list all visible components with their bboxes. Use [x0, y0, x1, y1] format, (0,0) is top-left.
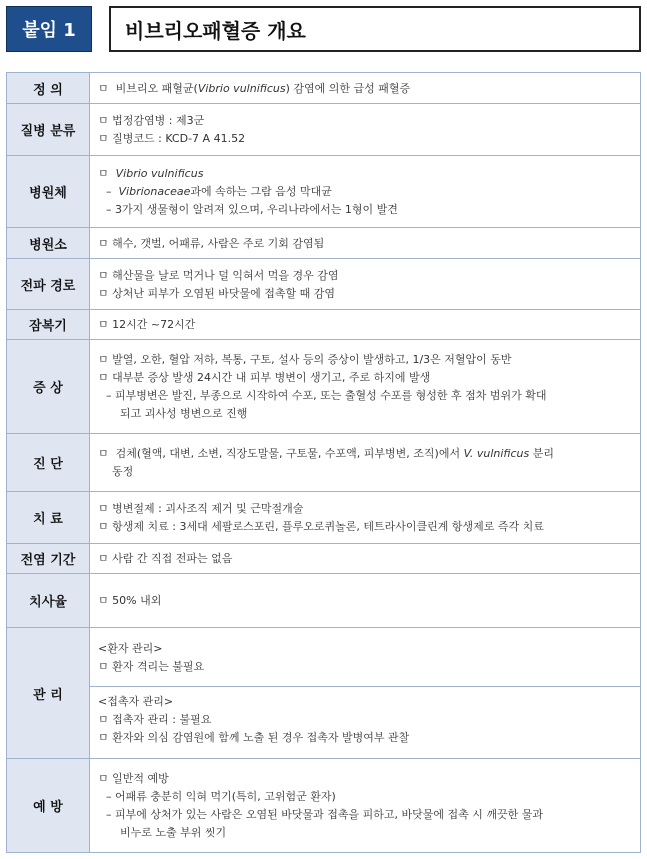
definition-line: ㅁ 비브리오 패혈균(Vibrio vulnificus) 감염에 의한 급성 패혈증: [98, 81, 411, 95]
treatment-line-2: ㅁ 항생제 치료 : 3세대 세팔로스포린, 플루오로퀴놀론, 테트라사이클린계 항생제로 즉각 치료: [98, 520, 544, 533]
classification-line-1: ㅁ 법정감염병 : 제3군: [98, 114, 205, 127]
row-label: 병원소: [7, 228, 90, 259]
pathogen-line-3: – 3가지 생물형이 알려져 있으며, 우리나라에서는 1형이 발견: [106, 203, 398, 216]
transmission-line-1: ㅁ 해산물을 날로 먹거나 덜 익혀서 먹을 경우 감염: [98, 268, 339, 282]
attachment-badge: 붙임 1: [6, 6, 92, 52]
row-label: 치사율: [7, 574, 90, 628]
row-content: [90, 104, 641, 156]
table-row: [7, 434, 641, 492]
table-row: [7, 574, 641, 628]
reservoir-line: ㅁ 해수, 갯벌, 어패류, 사람은 주로 기회 감염됨: [98, 236, 325, 250]
treatment-line-1: ㅁ 병변절제 : 괴사조직 제거 및 근막절개술: [98, 502, 304, 515]
classification-line-2: ㅁ 질병코드 : KCD-7 A 41.52: [98, 132, 246, 145]
page-header: [6, 6, 641, 52]
row-label: 잠복기: [7, 310, 90, 340]
row-label: 병원체: [7, 156, 90, 228]
row-label: 관 리: [7, 628, 90, 759]
symptoms-line-4: 되고 괴사성 병변으로 진행: [120, 407, 248, 420]
table-row: [7, 310, 641, 340]
incubation-line: ㅁ 12시간 ~72시간: [98, 318, 196, 331]
table-row: [7, 259, 641, 310]
row-label: 전염 기간: [7, 544, 90, 574]
row-content: [90, 574, 641, 628]
row-label: 치 료: [7, 492, 90, 544]
table-row: [7, 544, 641, 574]
fatality-line: ㅁ 50% 내외: [98, 594, 162, 607]
prevention-line-1: ㅁ 일반적 예방: [98, 772, 169, 785]
row-content: [90, 228, 641, 259]
row-label: 증 상: [7, 340, 90, 434]
row-content: [90, 434, 641, 492]
row-label: 전파 경로: [7, 259, 90, 310]
prevention-line-3: – 피부에 상처가 있는 사람은 오염된 바닷물과 접촉을 피하고, 바닷물에 접촉 시 깨끗한 물과: [106, 808, 543, 821]
patient-management: [98, 636, 632, 686]
contact-management-heading: <접촉자 관리>: [98, 694, 174, 708]
row-label: 진 단: [7, 434, 90, 492]
row-content: [90, 340, 641, 434]
row-label: 질병 분류: [7, 104, 90, 156]
contact-management-line-1: ㅁ 접촉자 관리 : 불필요: [98, 712, 212, 726]
prevention-line-4: 비누로 노출 부위 씻기: [120, 826, 227, 839]
row-label: 예 방: [7, 759, 90, 853]
row-content: [90, 628, 641, 759]
diagnosis-line-2: 동정: [112, 465, 134, 478]
row-content: [90, 73, 641, 104]
table-row: [7, 156, 641, 228]
contact-management: [90, 686, 640, 751]
diagnosis-line-1: ㅁ 검체(혈액, 대변, 소변, 직장도말물, 구토물, 수포액, 피부병변, 조직)에서 V. vulnificus 분리: [98, 447, 555, 460]
page-title: 비브리오패혈증 개요: [109, 6, 641, 52]
contagious-line: ㅁ 사람 간 직접 전파는 없음: [98, 552, 233, 565]
patient-management-line: ㅁ 환자 격리는 불필요: [98, 659, 205, 673]
row-content: [90, 310, 641, 340]
overview-table: [6, 72, 641, 853]
prevention-line-2: – 어패류 충분히 익혀 먹기(특히, 고위험군 환자): [106, 790, 336, 803]
row-content: [90, 156, 641, 228]
patient-management-heading: <환자 관리>: [98, 641, 163, 655]
table-row: [7, 73, 641, 104]
symptoms-line-2: ㅁ 대부분 증상 발생 24시간 내 피부 병변이 생기고, 주로 하지에 발생: [98, 371, 431, 384]
table-row: [7, 340, 641, 434]
transmission-line-2: ㅁ 상처난 피부가 오염된 바닷물에 접촉할 때 감염: [98, 286, 335, 300]
row-content: [90, 492, 641, 544]
row-content: [90, 544, 641, 574]
row-content: [90, 759, 641, 853]
symptoms-line-3: – 피부병변은 발진, 부종으로 시작하여 수포, 또는 출혈성 수포를 형성한 후 점차 범위가 확대: [106, 389, 547, 402]
contact-management-line-2: ㅁ 환자와 의심 감염원에 함께 노출 된 경우 접촉자 발병여부 관찰: [98, 730, 410, 744]
table-row: [7, 104, 641, 156]
pathogen-line-1: ㅁ Vibrio vulnificus: [98, 167, 204, 180]
row-label: 정 의: [7, 73, 90, 104]
symptoms-line-1: ㅁ 발열, 오한, 혈압 저하, 복통, 구토, 설사 등의 증상이 발생하고, 1/3은 저혈압이 동반: [98, 353, 512, 366]
table-row: [7, 759, 641, 853]
table-row: [7, 628, 641, 759]
table-row: [7, 492, 641, 544]
table-row: [7, 228, 641, 259]
row-content: [90, 259, 641, 310]
pathogen-line-2: – Vibrionaceae과에 속하는 그람 음성 막대균: [106, 185, 332, 198]
